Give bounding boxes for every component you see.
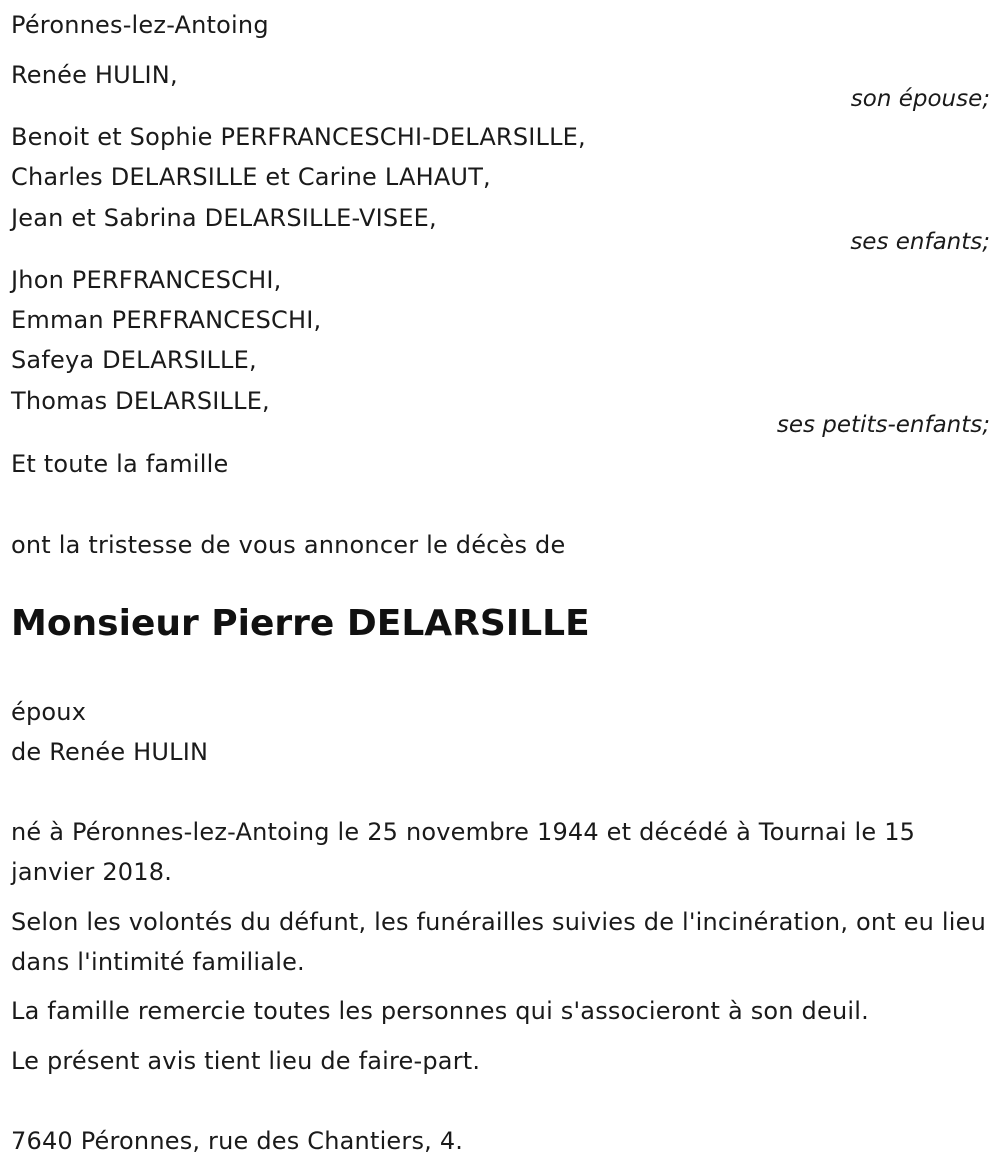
relation-line: de Renée HULIN — [11, 738, 209, 766]
notice-paragraph: Le présent avis tient lieu de faire-part. — [11, 1047, 481, 1075]
thanks-paragraph: La famille remercie toutes les personnes qui s'associeront à son deuil. — [11, 997, 869, 1025]
funeral-paragraph: Selon les volontés du défunt, les funérailles suivies de l'incinération, ont eu lieu dans l'intimité familiale. — [11, 908, 987, 976]
grandchildren-role: ses petits-enfants; — [776, 412, 990, 438]
grandchild-name: Jhon PERFRANCESCHI, — [11, 266, 282, 294]
family-line: Et toute la famille — [11, 450, 229, 478]
announcement-line: ont la tristesse de vous annoncer le décès de — [11, 531, 566, 559]
death-notice — [11, 0, 990, 1174]
birth-death-paragraph: né à Péronnes-lez-Antoing le 25 novembre 1944 et décédé à Tournai le 15 janvier 2018. — [11, 818, 916, 886]
children-role: ses enfants; — [850, 229, 990, 255]
address-line: 7640 Péronnes, rue des Chantiers, 4. — [11, 1127, 464, 1155]
grandchild-name: Safeya DELARSILLE, — [11, 346, 257, 374]
spouse-name: Renée HULIN, — [11, 61, 178, 89]
spouse-role: son épouse; — [850, 86, 990, 112]
child-name: Charles DELARSILLE et Carine LAHAUT, — [11, 163, 491, 191]
place-line: Péronnes-lez-Antoing — [11, 11, 269, 39]
deceased-name: Monsieur Pierre DELARSILLE — [11, 603, 590, 644]
grandchild-name: Emman PERFRANCESCHI, — [11, 306, 322, 334]
child-name: Jean et Sabrina DELARSILLE-VISEE, — [11, 204, 437, 232]
grandchild-name: Thomas DELARSILLE, — [11, 387, 270, 415]
child-name: Benoit et Sophie PERFRANCESCHI-DELARSILLE, — [11, 123, 586, 151]
relation-line: époux — [11, 698, 87, 726]
